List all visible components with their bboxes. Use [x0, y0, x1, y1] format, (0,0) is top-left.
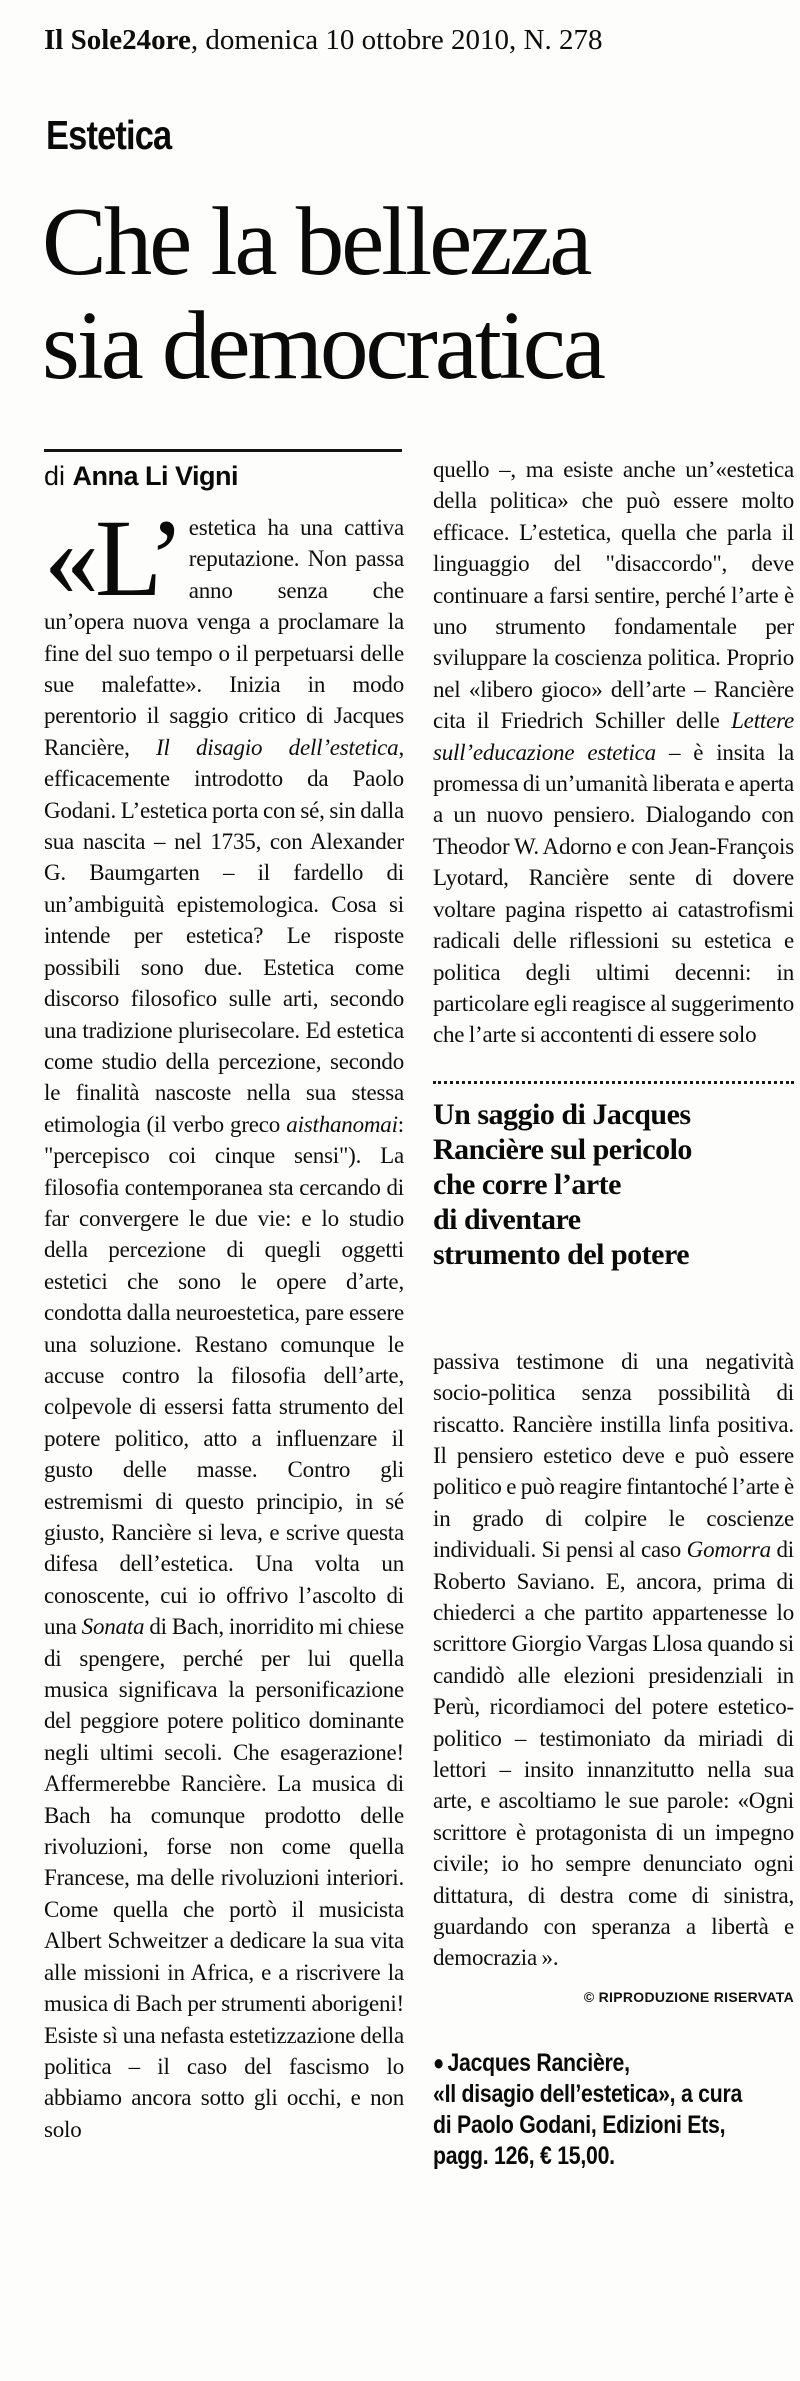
article-text-right-bottom: passiva testimone di una negatività socio-politica senza possibilità di riscatto. Rancière instilla linfa positiva. Il pensiero estetico deve e può essere politico e può reagire fintantoché l’arte è in grado di colpire le coscienze individuali. Si pensi al caso Gomorra di Roberto Saviano. E, ancora, prima di chiederci a che partito appartenesse lo scrittore Giorgio Vargas Llosa quando si candidò alle elezioni presidenziali in Perù, ricordiamoci del potere estetico-politico – testimoniato da miriadi di lettori – insito innanzitutto nella sua arte, e ascoltiamo le sue parole: «Ogni scrittore è protagonista di un impegno civile; io ho sempre denunciato ogni dittatura, di destra come di sinistra, guardando con speranza a libertà e democrazia ».: [433, 1348, 794, 1971]
book-reference-line: [433, 2047, 740, 2079]
book-reference: [433, 2047, 743, 2172]
pull-quote: [433, 1097, 794, 1272]
pull-quote-line: di diventare: [433, 1202, 581, 1236]
article-headline: [42, 190, 603, 398]
article-text-left: estetica ha una cattiva reputazione. Non passa anno senza che un’opera nuova venga a proclamare la fine del suo tempo o il perpetuarsi delle sue malefatte». Inizia in modo perentorio il saggio critico di Jacques Rancière, Il disagio dell’estetica, efficacemente introdotto da Paolo Godani. L’estetica porta con sé, sin dalla sua nascita – nel 1735, con Alexander G. Baumgarten – il fardello di un’ambiguità epistemologica. Cosa si intende per estetica? Le risposte possibili sono due. Estetica come discorso filosofico sulle arti, secondo una tradizione plurisecolare. Ed estetica come studio della percezione, secondo le finalità nascoste nella sua stessa etimologia (il verbo greco aisthanomai: "percepisco coi cinque sensi"). La filosofia contemporanea sta cercando di far convergere le due vie: e lo studio della percezione di quegli oggetti estetici che sono le opere d’arte, condotta dalla neuroestetica, pare essere una soluzione. Restano comunque le accuse contro la filosofia dell’arte, colpevole di essersi fatta strumento del potere politico, atto a influenzare il gusto delle masse. Contro gli estremismi di questo principio, in sé giusto, Rancière si leva, e scrive questa difesa dell’estetica. Una volta un conoscente, cui io offrivo l’ascolto di una Sonata di Bach, inorridito mi chiese di spengere, perché per lui quella musica significava la personificazione del peggiore potere politico dominante negli ultimi secoli. Che esagerazione! Affermerebbe Rancière. La musica di Bach ha comunque prodotto delle rivoluzioni, forse non come quella Francese, ma delle rivoluzioni interiori. Come quella che portò il musicista Albert Schweitzer a dedicare la sua vita alle missioni in Africa, e a riscrivere la musica di Bach per strumenti aborigeni! Esiste sì una nefasta estetizzazione della politica – il caso del fascismo lo abbiamo ancora sotto gli occhi, e non solo: [44, 515, 405, 2142]
pull-quote-line: che corre l’arte: [433, 1167, 621, 1201]
bullet-icon: ●: [433, 2050, 445, 2076]
book-author: Jacques Rancière,: [447, 2049, 630, 2078]
pull-quote-line: Rancière sul pericolo: [433, 1132, 692, 1166]
article-paragraph-left: [44, 497, 405, 2145]
masthead: [44, 24, 602, 57]
drop-cap: «L’: [44, 497, 181, 619]
byline-prefix: di: [44, 461, 66, 491]
book-reference-line: pagg. 126, € 15,00.: [433, 2142, 615, 2171]
byline-author: Anna Li Vigni: [72, 461, 239, 491]
pull-quote-line: Un saggio di Jacques: [433, 1097, 691, 1131]
article-column-right: [433, 454, 794, 2172]
issue-info: , domenica 10 ottobre 2010, N. 278: [190, 24, 603, 56]
dotted-divider: [433, 1081, 794, 1084]
book-reference-line: di Paolo Godani, Edizioni Ets,: [433, 2111, 726, 2140]
section-kicker: Estetica: [46, 112, 172, 158]
article-text-right-top: quello –, ma esiste anche un’«estetica della politica» che può essere molto efficace. L’estetica, quella che parla il linguaggio del "disaccordo", deve continuare a farsi sentire, perché l’arte è uno strumento fondamentale per sviluppare la coscienza politica. Proprio nel «libero gioco» dell’arte – Rancière cita il Friedrich Schiller delle Lettere sull’educazione estetica – è insita la promessa di un’umanità liberata e aperta a un nuovo pensiero. Dialogando con Theodor W. Adorno e con Jean-François Lyotard, Rancière sente di dovere voltare pagina rispetto ai catastrofismi radicali delle riflessioni su estetica e politica degli ultimi decenni: in particolare egli reagisce al suggerimento che l’arte si accontenti di essere solo: [433, 457, 794, 1048]
article-column-left: [44, 497, 405, 2145]
pull-quote-line: strumento del potere: [433, 1237, 690, 1271]
book-reference-line: «Il disagio dell’estetica», a cura: [433, 2080, 743, 2109]
headline-line-2: sia democratica: [42, 292, 603, 399]
headline-line-1: Che la bellezza: [42, 188, 590, 295]
copyright-notice: © RIPRODUZIONE RISERVATA: [583, 1988, 794, 2005]
paper-name: Il Sole24ore: [44, 24, 191, 56]
byline-rule: [44, 449, 402, 452]
byline: [44, 461, 238, 492]
